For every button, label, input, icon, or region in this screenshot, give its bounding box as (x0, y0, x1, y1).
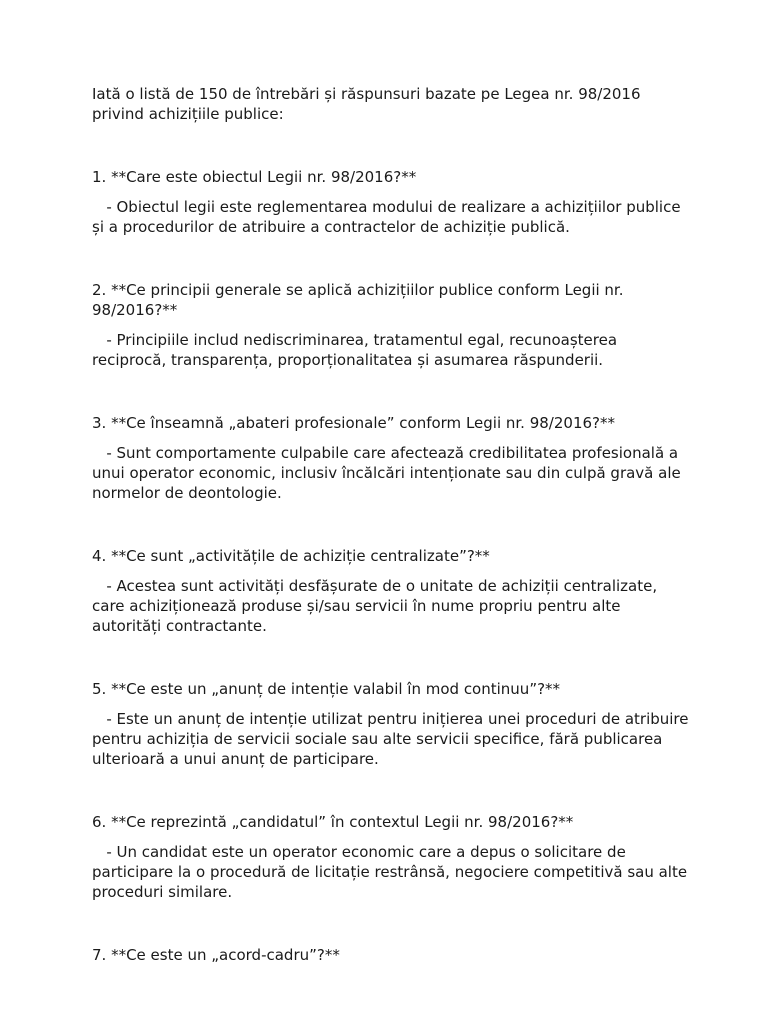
answer-text: - Sunt comportamente culpabile care afectează credibilitatea profesională a unui operator economic, inclusiv încălcări intenționate sau din culpă gravă ale normelor de deontologie. (92, 444, 686, 502)
qa-item-1 (92, 167, 692, 237)
qa-item-6 (92, 812, 692, 902)
answer-text: - Este un anunț de intenție utilizat pentru inițierea unei proceduri de atribuire pentru achiziția de servicii sociale sau alte servicii specifice, fără publicarea ulterioară a unui anunț de participare. (92, 710, 694, 768)
question-text: 5. **Ce este un „anunț de intenție valabil în mod continuu”?** (92, 680, 561, 698)
answer-text: - Principiile includ nediscriminarea, tratamentul egal, recunoașterea reciprocă, transparența, proporționalitatea și asumarea răspunderii. (92, 331, 622, 369)
answer-text: - Acestea sunt activități desfășurate de o unitate de achiziții centralizate, care achiziționează produse și/sau servicii în nume propriu pentru alte autorități contractante. (92, 577, 662, 635)
qa-item-4 (92, 546, 692, 636)
document-page (92, 84, 692, 1008)
question-text: 4. **Ce sunt „activitățile de achiziție centralizate”?** (92, 547, 490, 565)
question-text: 3. **Ce înseamnă „abateri profesionale” conform Legii nr. 98/2016?** (92, 414, 615, 432)
qa-item-5 (92, 679, 692, 769)
question-text: 1. **Care este obiectul Legii nr. 98/2016?** (92, 168, 417, 186)
answer-text: - Un candidat este un operator economic care a depus o solicitare de participare la o procedură de licitație restrânsă, negociere competitivă sau alte proceduri similare. (92, 843, 692, 901)
intro-paragraph: Iată o listă de 150 de întrebări și răspunsuri bazate pe Legea nr. 98/2016 privind achizițiile publice: (92, 85, 641, 123)
question-text: 2. **Ce principii generale se aplică achizițiilor publice conform Legii nr. 98/2016?** (92, 281, 624, 319)
qa-item-7 (92, 945, 692, 965)
question-text: 6. **Ce reprezintă „candidatul” în contextul Legii nr. 98/2016?** (92, 813, 574, 831)
qa-item-2 (92, 280, 692, 370)
answer-text: - Obiectul legii este reglementarea modului de realizare a achizițiilor publice și a procedurilor de atribuire a contractelor de achiziție publică. (92, 198, 686, 236)
qa-item-3 (92, 413, 692, 503)
question-text: 7. **Ce este un „acord-cadru”?** (92, 946, 340, 964)
